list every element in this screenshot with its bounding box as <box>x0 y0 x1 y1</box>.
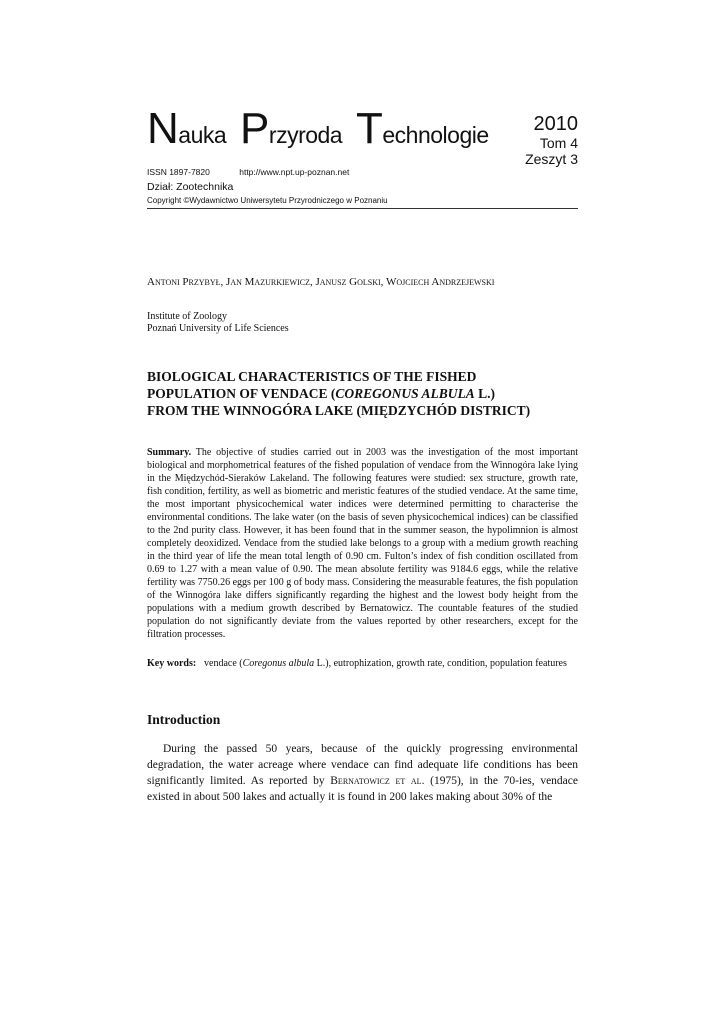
header-divider <box>147 208 578 209</box>
journal-title-initial-p: P <box>240 104 269 153</box>
paper-title-line-2: POPULATION OF VENDACE (COREGONUS ALBULA L.) <box>147 386 496 401</box>
issn: ISSN 1897-7820 <box>147 167 210 177</box>
journal-title-initial-n: N <box>147 104 179 153</box>
journal-url-link[interactable]: http://www.npt.up-poznan.net <box>239 167 350 177</box>
copyright: Copyright ©Wydawnictwo Uniwersytetu Przyrodniczego w Poznaniu <box>147 196 388 205</box>
paper-title-line-1: BIOLOGICAL CHARACTERISTICS OF THE FISHED <box>147 369 477 384</box>
introduction-heading: Introduction <box>147 712 221 727</box>
paper-title <box>147 368 578 419</box>
journal-title-word-1: auka <box>178 122 227 148</box>
keywords-label: Key words: <box>147 658 197 669</box>
issue-volume: Tom 4 <box>539 135 578 151</box>
summary <box>147 446 578 641</box>
affiliation <box>147 311 289 335</box>
issue-number: Zeszyt 3 <box>525 151 578 167</box>
journal-title <box>147 104 489 154</box>
paper-title-line-3: FROM THE WINNOGÓRA LAKE (MIĘDZYCHÓD DISTRICT) <box>147 403 531 418</box>
summary-text: The objective of studies carried out in 2003 was the investigation of the most important biological and morphometrical features of the fished population of vendace from the Winnogóra lake lying in the Międzychód-Sieraków Lakeland. The following features were studied: sex structure, growth rate, fish condition, fertility, as well as biometric and meristic features of the studied vendace. At the same time, the most important physicochemical water indices were determined permitting to characterise the environmental conditions. The lake water (on the basis of seven physicochemical indices) can be classified to the 2nd purity class. However, it has been found that in the summer season, the hypolimnion is almost completely deoxidized. Vendace from the studied lake belongs to a group with a medium growth reaching in the third year of life the mean total length of 0.90 cm. Fulton’s index of fish condition oscillated from 0.69 to 1.27 with a mean value of 0.90. The mean absolute fertility was 9184.6 eggs, while the relative fertility was 7750.26 eggs per 100 g of body mass. Considering the measurable features, the fish population of the Winnogóra lake differs significantly regarding the highest and the lowest body height from the populations with a medium growth described by Bernatowicz. The countable features of the studied population do not significantly deviate from the values reported by other researchers, except for the filtration processes. <box>147 447 578 640</box>
affiliation-institute: Institute of Zoology <box>147 311 227 322</box>
issue-year: 2010 <box>533 113 578 135</box>
authors: Antoni Przybył, Jan Mazurkiewicz, Janusz Golski, Wojciech Andrzejewski <box>147 276 495 288</box>
affiliation-university: Poznań University of Life Sciences <box>147 323 289 334</box>
issue-info <box>525 113 578 167</box>
issn-row <box>147 167 349 177</box>
keywords <box>147 657 578 670</box>
introduction-paragraph: During the passed 50 years, because of the quickly progressing environmental degradation, the water acreage where vendace can find adequate life conditions has been significantly limited. As reported by Bernatowicz et al. (1975), in the 70-ies, vendace existed in about 500 lakes and actually it is found in 200 lakes making about 30% of the <box>147 743 578 803</box>
journal-title-word-3: echnologie <box>382 122 489 148</box>
section-label: Dział: Zootechnika <box>147 181 234 193</box>
citation: Bernatowicz et al. <box>330 775 425 787</box>
journal-title-initial-t: T <box>356 104 383 153</box>
journal-title-word-2: rzyroda <box>268 122 343 148</box>
keywords-text: vendace (Coregonus albula L.), eutrophization, growth rate, condition, population features <box>204 658 567 669</box>
summary-label: Summary. <box>147 447 192 458</box>
